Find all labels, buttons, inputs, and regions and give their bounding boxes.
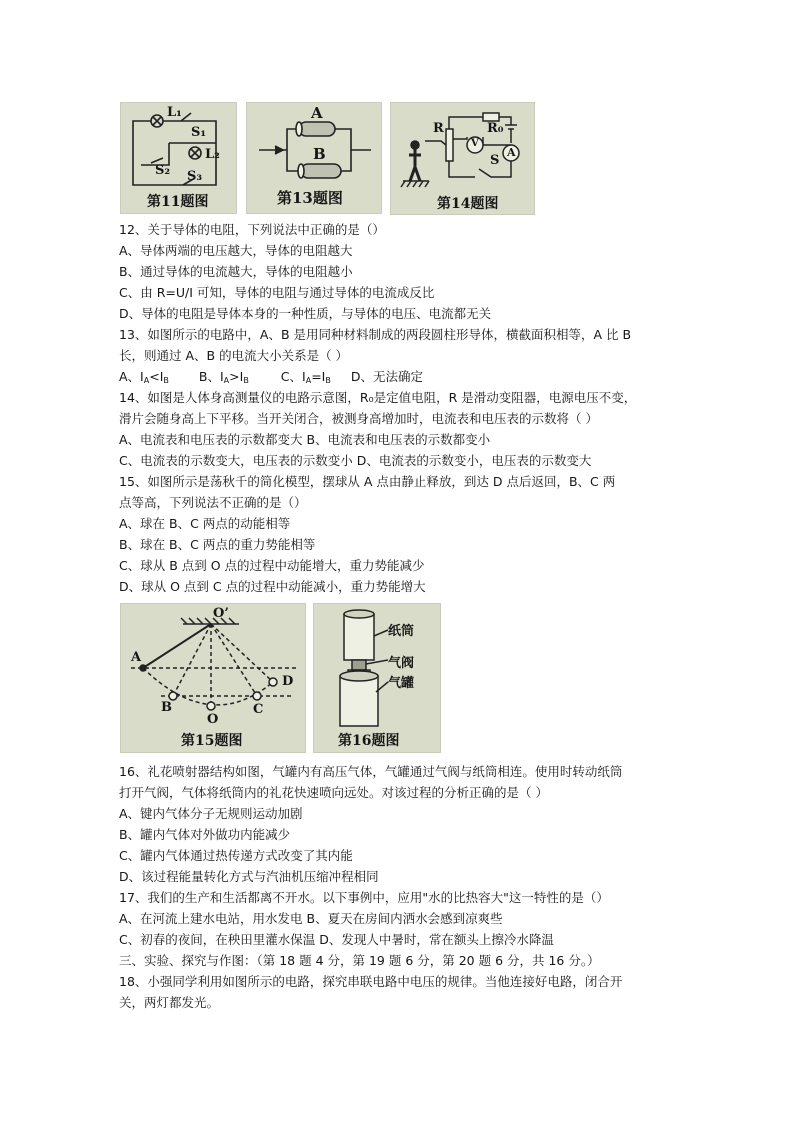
question-block-12-15 (119, 220, 679, 600)
q14-options-ab: A、电流表和电压表的示数都变大 B、电流表和电压表的示数都变小 (119, 432, 491, 447)
q12-option-b: B、通过导体的电流越大，导体的电阻越小 (119, 264, 353, 279)
l2-label: L₂ (205, 147, 220, 162)
q16-option-b: B、罐内气体对外做功内能减少 (119, 827, 291, 842)
conductor-a-label: A (311, 104, 323, 122)
q13-option-a: A、$I_A<I_B$ (119, 369, 169, 385)
figure-16 (313, 603, 441, 753)
q16-option-a: A、键内气体分子无规则运动加剧 (119, 806, 303, 821)
r-label: R (433, 121, 444, 136)
r0-label: R₀ (487, 121, 504, 136)
q15-option-d: D、球从 O 点到 C 点的过程中动能减小，重力势能增大 (119, 579, 426, 594)
q13-option-d: D、无法确定 (350, 369, 423, 384)
figure-16-caption: 第16题图 (338, 733, 400, 749)
q18-stem-line2: 关，两灯都发光。 (119, 995, 220, 1010)
paper-tube-label: 纸筒 (388, 624, 415, 639)
point-b-label: B (161, 700, 172, 715)
ammeter-label: A (507, 146, 516, 159)
figure-14-caption: 第14题图 (437, 196, 499, 212)
figure-11-caption: 第11题图 (147, 194, 209, 210)
q18-stem-line1: 18、小强同学利用如图所示的电路，探究串联电路中电压的规律。当他连接好电路，闭合开 (119, 974, 623, 989)
s1-label: S₁ (191, 125, 207, 140)
l1-label: L₁ (167, 105, 182, 120)
figure-11 (120, 102, 237, 214)
gas-tank-label: 气罐 (388, 676, 415, 691)
figure-14 (390, 102, 535, 215)
q15-stem-line2: 点等高，下列说法不正确的是（） (119, 495, 307, 510)
q12-option-a: A、导体两端的电压越大，导体的电阻越大 (119, 243, 353, 258)
q13-option-b: B、$I_A>I_B$ (198, 369, 249, 385)
pivot-o-prime-label: O’ (213, 606, 229, 621)
switch-label: S (490, 153, 500, 168)
q16-option-c: C、罐内气体通过热传递方式改变了其内能 (119, 848, 353, 863)
q13-option-c: C、$I_A=I_B$ (280, 369, 331, 385)
q12-option-d: D、导体的电阻是导体本身的一种性质，与导体的电压、电流都无关 (119, 306, 492, 321)
conductor-b-label: B (313, 145, 326, 163)
figure-15 (120, 603, 306, 753)
q13-options (119, 367, 423, 387)
q15-stem-line1: 15、如图所示是荡秋千的简化模型，摆球从 A 点由静止释放，到达 D 点后返回，B、C 两 (119, 474, 616, 489)
point-d-label: D (282, 674, 294, 689)
point-o-label: O (207, 712, 219, 727)
point-c-label: C (253, 702, 264, 717)
q16-option-d: D、该过程能量转化方式与汽油机压缩冲程相同 (119, 869, 379, 884)
q17-stem: 17、我们的生产和生活都离不开水。以下事例中，应用"水的比热容大"这一特性的是（） (119, 890, 609, 905)
q15-option-a: A、球在 B、C 两点的动能相等 (119, 516, 291, 531)
q14-stem-line2: 滑片会随身高上下平移。当开关闭合，被测身高增加时，电流表和电压表的示数将（ ） (119, 411, 598, 426)
q12-stem: 12、关于导体的电阻，下列说法中正确的是（） (119, 222, 385, 237)
q16-stem-line2: 打开气阀，气体将纸筒内的礼花快速喷向远处。对该过程的分析正确的是（ ） (119, 785, 548, 800)
q15-option-c: C、球从 B 点到 O 点的过程中动能增大，重力势能减少 (119, 558, 425, 573)
q15-option-b: B、球在 B、C 两点的重力势能相等 (119, 537, 316, 552)
figure-15-caption: 第15题图 (181, 733, 243, 749)
q17-options-ab: A、在河流上建水电站，用水发电 B、夏天在房间内洒水会感到凉爽些 (119, 911, 503, 926)
q16-stem-line1: 16、礼花喷射器结构如图，气罐内有高压气体，气罐通过气阀与纸筒相连。使用时转动纸筒 (119, 764, 623, 779)
q17-options-cd: C、初春的夜间，在秧田里灌水保温 D、发现人中暑时，常在额头上擦冷水降温 (119, 932, 554, 947)
figure-13 (246, 102, 382, 214)
q14-stem-line1: 14、如图是人体身高测量仪的电路示意图，R₀是定值电阻，R 是滑动变阻器，电源电压不变， (119, 390, 637, 405)
q13-stem-line1: 13、如图所示的电路中，A、B 是用同种材料制成的两段圆柱形导体，横截面积相等，A 比 B (119, 327, 632, 342)
voltmeter-label: V (471, 138, 479, 149)
s3-label: S₃ (187, 169, 203, 184)
q14-options-cd: C、电流表的示数变大，电压表的示数变小 D、电流表的示数变小，电压表的示数变大 (119, 453, 592, 468)
q13-stem-line2: 长，则通过 A、B 的电流大小关系是（ ） (119, 348, 349, 363)
question-block-16-18 (119, 762, 679, 1012)
q12-option-c: C、由 R=U/I 可知，导体的电阻与通过导体的电流成反比 (119, 285, 435, 300)
section-3-heading: 三、实验、探究与作图：（第 18 题 4 分，第 19 题 6 分，第 20 题 6 分，共 16 分。） (119, 953, 600, 968)
point-a-label: A (131, 650, 142, 665)
s2-label: S₂ (155, 163, 171, 178)
figure-13-caption: 第13题图 (277, 189, 343, 207)
air-valve-label: 气阀 (388, 656, 415, 671)
